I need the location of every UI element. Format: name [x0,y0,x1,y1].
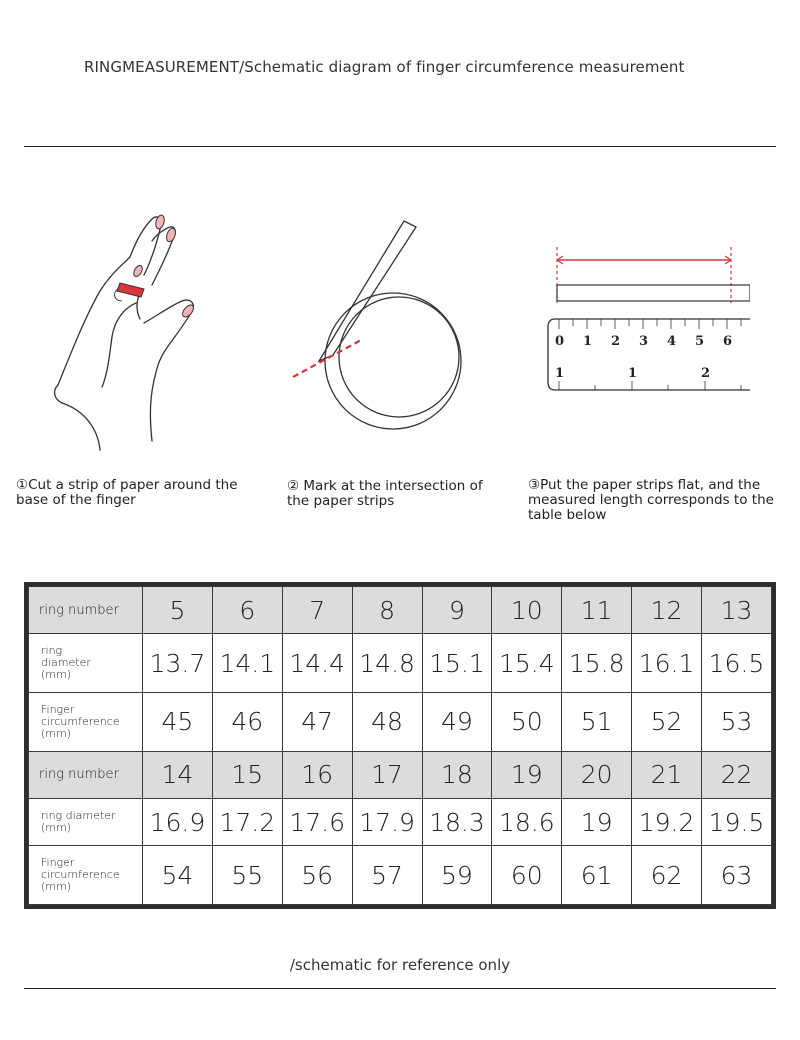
table-cell: 18.3 [422,798,492,845]
hand-illustration [40,205,210,455]
ruler-number: 6 [723,334,733,349]
table-cell: 14 [143,751,213,798]
step-1-caption [16,478,276,508]
table-cell: 7 [282,587,352,634]
footer-note: /schematic for reference only [289,956,511,974]
row-label-line: (mm) [41,821,72,835]
row-label-line: circumference [41,714,120,728]
ruler-number: 1 [628,366,638,381]
row-label [29,846,143,905]
table-cell: 14.1 [212,634,282,693]
table-cell: 9 [422,587,492,634]
table-cell: 6 [212,587,282,634]
table-cell: 14.4 [282,634,352,693]
step-3-line: ③Put the paper strips flat, and the [528,477,761,493]
ruler-illustration [545,245,750,395]
table-cell: 53 [702,692,772,751]
step-1-line: ①Cut a strip of paper around the [16,477,238,493]
table-row [29,692,772,751]
table-cell: 10 [492,587,562,634]
ruler-number: 2 [611,334,621,349]
table-cell: 16.1 [632,634,702,693]
table-cell: 19.5 [702,798,772,845]
table-cell: 18.6 [492,798,562,845]
table-row [29,587,772,634]
table-row [29,846,772,905]
table-cell: 45 [143,692,213,751]
ruler-number: 4 [667,334,677,349]
table-cell: 15.1 [422,634,492,693]
ruler-number: 3 [639,334,649,349]
table-cell: 13.7 [143,634,213,693]
ring-size-table [24,582,776,909]
bottom-divider [24,988,776,989]
row-label [29,751,143,798]
table-cell: 15 [212,751,282,798]
row-label-line: ring [41,644,63,658]
table-cell: 54 [143,846,213,905]
ring-size-grid [28,586,772,905]
table-cell: 21 [632,751,702,798]
step-3-caption [528,478,798,523]
table-cell: 19 [492,751,562,798]
table-cell: 17.9 [352,798,422,845]
table-cell: 62 [632,846,702,905]
step-1-line: base of the finger [16,492,136,508]
row-label-line: ring number [39,767,119,783]
table-cell: 61 [562,846,632,905]
ruler-number: 0 [555,334,565,349]
table-row [29,634,772,693]
page-title: RINGMEASUREMENT/Schematic diagram of finger circumference measurement [84,58,685,76]
row-label-line: circumference [41,868,120,882]
row-label-line: Finger [41,856,75,870]
table-cell: 12 [632,587,702,634]
table-cell: 57 [352,846,422,905]
table-cell: 50 [492,692,562,751]
table-cell: 16 [282,751,352,798]
row-label-line: (mm) [41,726,72,740]
table-cell: 60 [492,846,562,905]
step-2-line: the paper strips [287,493,395,509]
table-cell: 16.9 [143,798,213,845]
table-cell: 17 [352,751,422,798]
row-label [29,587,143,634]
table-cell: 51 [562,692,632,751]
table-cell: 22 [702,751,772,798]
table-cell: 17.6 [282,798,352,845]
table-cell: 11 [562,587,632,634]
row-label-line: ring diameter [41,809,116,823]
ruler-number: 5 [695,334,705,349]
table-row [29,751,772,798]
table-cell: 63 [702,846,772,905]
table-cell: 8 [352,587,422,634]
table-cell: 55 [212,846,282,905]
table-cell: 49 [422,692,492,751]
table-cell: 18 [422,751,492,798]
table-cell: 17.2 [212,798,282,845]
top-divider [24,146,776,147]
row-label [29,798,143,845]
row-label-line: (mm) [41,880,72,894]
table-cell: 52 [632,692,702,751]
table-cell: 56 [282,846,352,905]
row-label [29,634,143,693]
step-3-line: table below [528,507,607,523]
table-cell: 59 [422,846,492,905]
ruler-number: 2 [701,366,711,381]
row-label-line: diameter [41,656,91,670]
table-cell: 19 [562,798,632,845]
ruler-number: 1 [583,334,593,349]
row-label-line: Finger [41,702,75,716]
table-cell: 20 [562,751,632,798]
paper-loop-illustration [285,215,475,440]
table-row [29,798,772,845]
step-2-caption [287,479,517,509]
table-cell: 47 [282,692,352,751]
step-2-line: ② Mark at the intersection of [287,478,483,494]
table-cell: 15.4 [492,634,562,693]
table-cell: 14.8 [352,634,422,693]
table-cell: 46 [212,692,282,751]
table-cell: 15.8 [562,634,632,693]
step-3-line: measured length corresponds to the [528,492,774,508]
row-label [29,692,143,751]
row-label-line: ring number [39,602,119,618]
table-cell: 5 [143,587,213,634]
table-cell: 19.2 [632,798,702,845]
ruler-number: 1 [555,366,565,381]
table-cell: 48 [352,692,422,751]
table-cell: 16.5 [702,634,772,693]
table-cell: 13 [702,587,772,634]
row-label-line: (mm) [41,668,72,682]
